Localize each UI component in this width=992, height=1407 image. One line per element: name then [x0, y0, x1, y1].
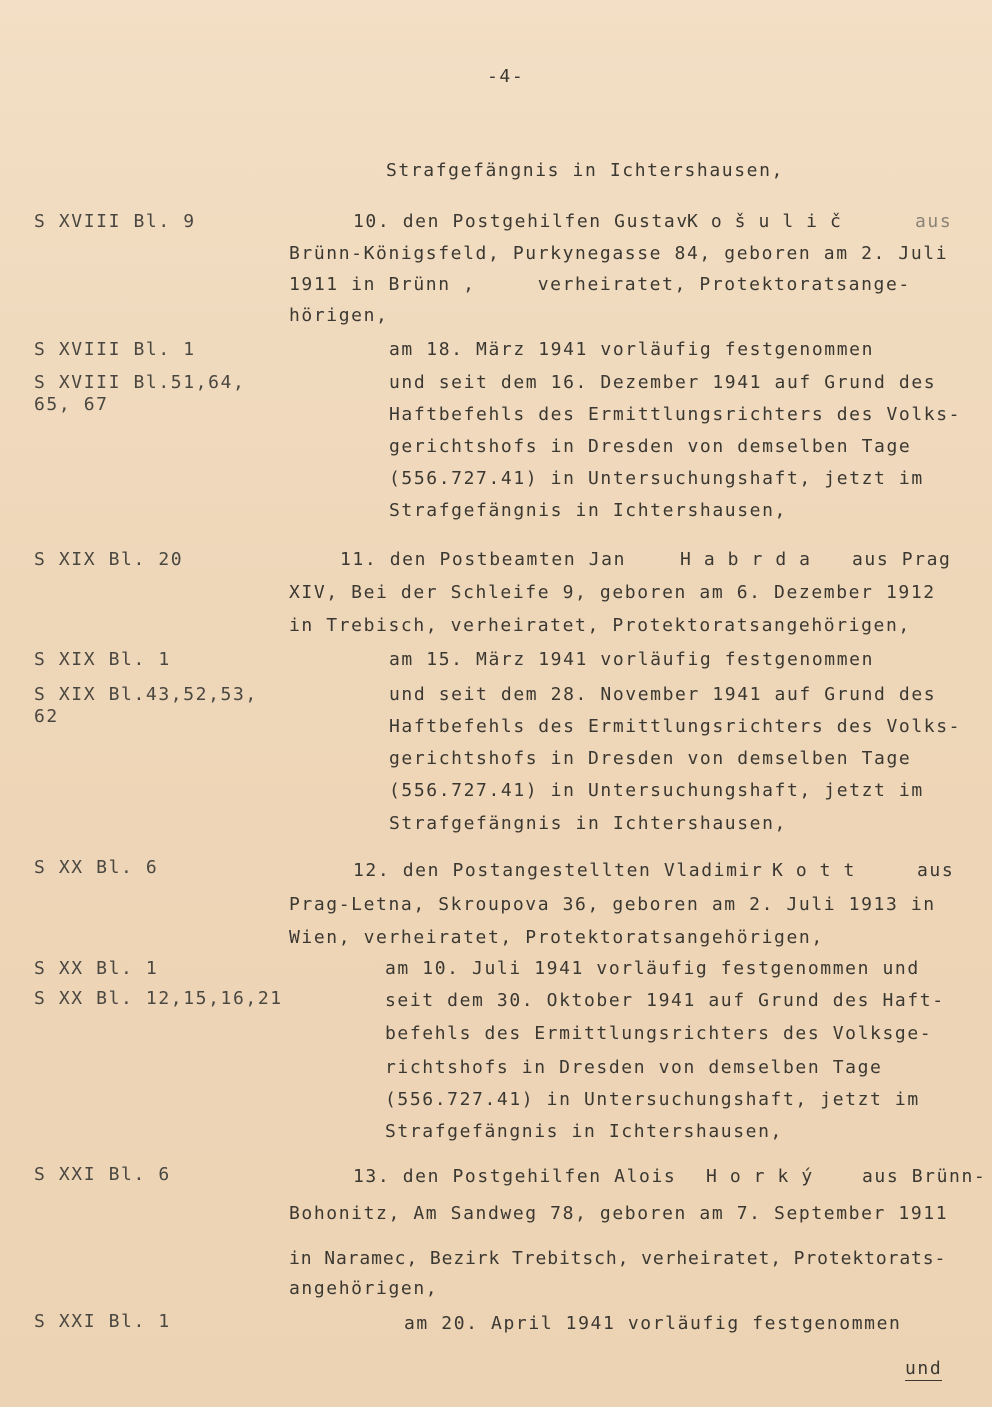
entry-line: angehörigen,: [289, 1278, 439, 1299]
margin-ref: S XVIII Bl.51,64,: [34, 372, 246, 393]
entry-line: 1911 in Brünn , verheiratet, Protektoratsange-: [289, 274, 911, 295]
entry-line: Bohonitz, Am Sandweg 78, geboren am 7. September 1911: [289, 1203, 949, 1224]
entry-line: und seit dem 16. Dezember 1941 auf Grund des: [389, 372, 937, 393]
entry-intro: 11. den Postbeamten Jan: [340, 549, 627, 570]
page-number: -4-: [487, 66, 525, 87]
entry-line: seit dem 30. Oktober 1941 auf Grund des Haft-: [385, 990, 945, 1011]
entry-line: Strafgefängnis in Ichtershausen,: [385, 1121, 783, 1142]
margin-ref: S XVIII Bl. 1: [34, 339, 196, 360]
entry-line: in Trebisch, verheiratet, Protektoratsangehörigen,: [289, 615, 911, 636]
page-heading: Strafgefängnis in Ichtershausen,: [386, 160, 784, 181]
entry-line: am 15. März 1941 vorläufig festgenommen: [389, 649, 875, 670]
entry-name: Horký: [706, 1166, 826, 1187]
entry-line: XIV, Bei der Schleife 9, geboren am 6. Dezember 1912: [289, 582, 936, 603]
margin-ref: S XX Bl. 12,15,16,21: [34, 988, 283, 1009]
entry-line: Haftbefehls des Ermittlungsrichters des Volks-: [389, 716, 962, 737]
margin-ref: S XX Bl. 6: [34, 857, 159, 878]
entry-line: Prag-Letna, Skroupova 36, geboren am 2. Juli 1913 in: [289, 894, 936, 915]
entry-line: Haftbefehls des Ermittlungsrichters des Volks-: [389, 404, 962, 425]
entry-intro: 12. den Postangestellten Vladimir: [353, 860, 764, 881]
entry-name: Košulič: [687, 211, 854, 232]
margin-ref: S XVIII Bl. 9: [34, 211, 196, 232]
entry-origin: aus: [917, 860, 955, 881]
entry-line: richtshofs in Dresden von demselben Tage: [385, 1057, 883, 1078]
entry-line: (556.727.41) in Untersuchungshaft, jetzt im: [389, 780, 924, 801]
entry-line: gerichtshofs in Dresden von demselben Tage: [389, 436, 912, 457]
entry-line: Wien, verheiratet, Protektoratsangehörigen,: [289, 927, 824, 948]
entry-line: am 10. Juli 1941 vorläufig festgenommen und: [385, 958, 920, 979]
entry-name: Kott: [772, 860, 868, 881]
entry-origin: aus Prag: [852, 549, 952, 570]
margin-ref: 65, 67: [34, 394, 109, 415]
margin-ref: S XIX Bl.43,52,53,: [34, 684, 258, 705]
entry-origin: aus Brünn-: [862, 1166, 987, 1187]
entry-intro: 13. den Postgehilfen Alois: [353, 1166, 677, 1187]
entry-line: in Naramec, Bezirk Trebitsch, verheiratet, Protektorats-: [289, 1248, 947, 1269]
entry-line: am 18. März 1941 vorläufig festgenommen: [389, 339, 875, 360]
margin-ref: S XXI Bl. 1: [34, 1311, 171, 1332]
margin-ref: 62: [34, 706, 59, 727]
margin-ref: S XX Bl. 1: [34, 958, 159, 979]
catchword: und: [905, 1358, 943, 1379]
entry-line: am 20. April 1941 vorläufig festgenommen: [404, 1313, 902, 1334]
entry-line: Strafgefängnis in Ichtershausen,: [389, 813, 787, 834]
entry-line: gerichtshofs in Dresden von demselben Tage: [389, 748, 912, 769]
entry-intro: 10. den Postgehilfen Gustav: [353, 211, 689, 232]
entry-line: und seit dem 28. November 1941 auf Grund des: [389, 684, 937, 705]
entry-origin: aus: [915, 211, 953, 232]
entry-line: (556.727.41) in Untersuchungshaft, jetzt im: [389, 468, 924, 489]
entry-line: hörigen,: [289, 305, 389, 326]
entry-line: Strafgefängnis in Ichtershausen,: [389, 500, 787, 521]
margin-ref: S XXI Bl. 6: [34, 1164, 171, 1185]
entry-line: befehls des Ermittlungsrichters des Volksge-: [385, 1023, 933, 1044]
entry-line: Brünn-Königsfeld, Purkynegasse 84, geboren am 2. Juli: [289, 243, 949, 264]
entry-name: Habrda: [680, 549, 824, 570]
margin-ref: S XIX Bl. 20: [34, 549, 184, 570]
margin-ref: S XIX Bl. 1: [34, 649, 171, 670]
entry-line: (556.727.41) in Untersuchungshaft, jetzt im: [385, 1089, 920, 1110]
